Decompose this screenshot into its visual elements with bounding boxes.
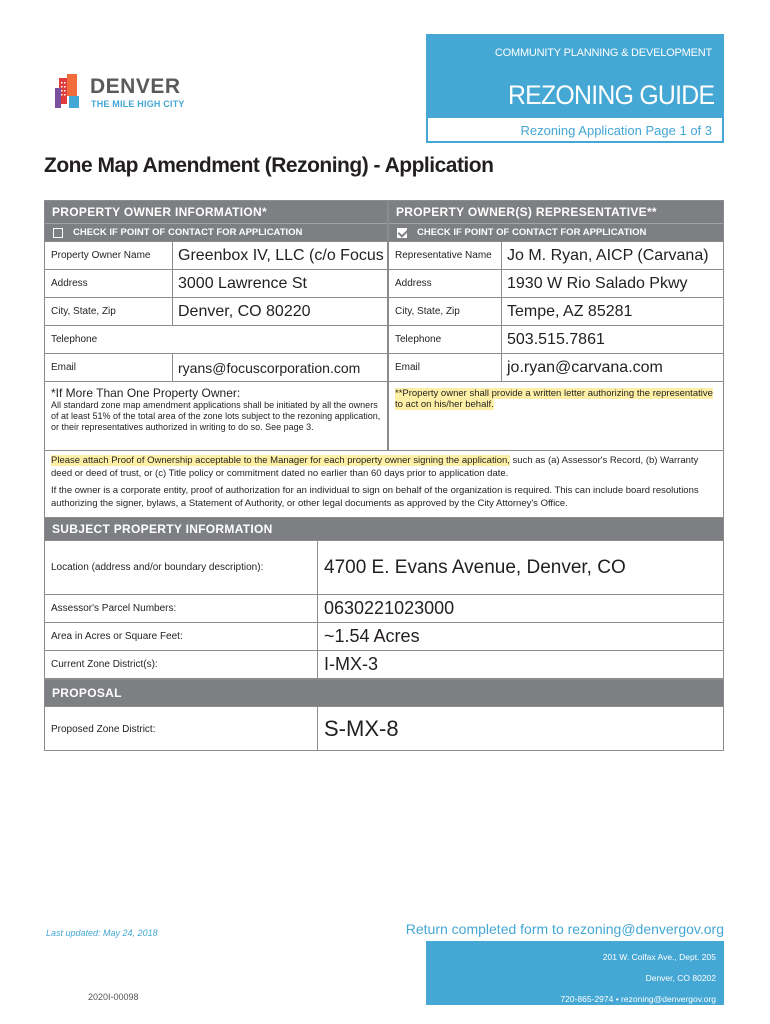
- owner-field-label: Telephone: [51, 334, 98, 345]
- subject-field-label: Location (address and/or boundary description):: [45, 541, 318, 594]
- proposal-row: [45, 706, 723, 751]
- document-code: 2020I-00098: [88, 992, 139, 1002]
- subject-property-panel: [44, 517, 724, 679]
- guide-title: REZONING GUIDE: [507, 80, 714, 110]
- owner-email-field[interactable]: ryans@focuscorporation.com: [178, 359, 361, 376]
- logo-tagline: THE MILE HIGH CITY: [91, 99, 185, 109]
- return-instructions: Return completed form to rezoning@denvergov.org: [405, 921, 724, 937]
- subject-row: [45, 540, 723, 594]
- logo-wordmark: DENVER: [90, 75, 181, 98]
- representative-field-label: Email: [389, 354, 502, 381]
- subject-heading: SUBJECT PROPERTY INFORMATION: [45, 518, 723, 540]
- representative-row: [389, 269, 723, 297]
- owner-row: [45, 353, 387, 381]
- representative-telephone-field[interactable]: 503.515.7861: [507, 330, 605, 348]
- denver-logo: [53, 74, 193, 114]
- subject-field-label: Assessor's Parcel Numbers:: [45, 595, 318, 622]
- owner-note-body: All standard zone map amendment applications shall be initiated by all the owners of at least 51% of the total area of the zone lots subject to the rezoning application, or their representatives authorized in writing to do so. See page 3.: [51, 400, 381, 432]
- owner-field-label: Property Owner Name: [45, 242, 173, 269]
- owner-field-label: City, State, Zip: [45, 298, 173, 325]
- footer-contact-box: [426, 941, 724, 1005]
- owner-field-label: Address: [45, 270, 173, 297]
- representative-note: [389, 381, 723, 416]
- proposal-heading: PROPOSAL: [45, 680, 723, 706]
- owner-heading: PROPERTY OWNER INFORMATION*: [45, 201, 387, 223]
- subject-row: [45, 594, 723, 622]
- footer-address-line2: Denver, CO 80202: [645, 973, 716, 983]
- owner-row: [45, 241, 387, 269]
- representative-contact-label: CHECK IF POINT OF CONTACT FOR APPLICATION: [417, 226, 647, 238]
- denver-logo-mark-icon: [53, 74, 83, 110]
- representative-field-label: Address: [389, 270, 502, 297]
- owner-name-field[interactable]: Greenbox IV, LLC (c/o Focus: [178, 246, 384, 264]
- corporate-note: If the owner is a corporate entity, proof of authorization for an individual to sign on behalf of the organization is required. This can include board resolutions authorizing the signer, bylaws, a Statement of Authority, or other legal documents as approved by the City Attorney's Office.: [51, 485, 699, 509]
- representative-row: [389, 241, 723, 269]
- subject-row: [45, 622, 723, 650]
- current-zone-field[interactable]: I-MX-3: [324, 654, 378, 674]
- subject-field-label: Area in Acres or Square Feet:: [45, 623, 318, 650]
- owner-note-title: *If More Than One Property Owner:: [51, 386, 241, 400]
- proof-highlight: Please attach Proof of Ownership acceptable to the Manager for each property owner signing the application,: [51, 455, 510, 466]
- representative-row: [389, 325, 723, 353]
- proof-rest: such as (a) Assessor's Record, (b) Warranty deed or deed of trust, or (c) Title policy or commitment dated no earlier than 60 days prior to application date.: [51, 455, 699, 479]
- footer-address-line1: 201 W. Colfax Ave., Dept. 205: [602, 952, 716, 962]
- owner-row: [45, 325, 387, 353]
- representative-city-field[interactable]: Tempe, AZ 85281: [507, 302, 633, 320]
- footer-contact-line: 720-865-2974 • rezoning@denvergov.org: [560, 994, 716, 1004]
- subject-field-label: Current Zone District(s):: [45, 651, 318, 678]
- owner-address-field[interactable]: 3000 Lawrence St: [178, 274, 307, 292]
- header-banner: [428, 36, 722, 118]
- department-name: COMMUNITY PLANNING & DEVELOPMENT: [494, 47, 712, 59]
- representative-note-text: **Property owner shall provide a written letter authorizing the representative to act on his/her behalf.: [395, 388, 713, 410]
- proposal-panel: [44, 679, 724, 751]
- header-box: [426, 34, 724, 143]
- representative-email-field[interactable]: jo.ryan@carvana.com: [507, 358, 663, 376]
- location-field[interactable]: 4700 E. Evans Avenue, Denver, CO: [324, 556, 626, 578]
- owner-contact-checkbox[interactable]: [53, 228, 63, 238]
- representative-contact-row: [389, 223, 723, 241]
- owner-city-field[interactable]: Denver, CO 80220: [178, 302, 311, 320]
- last-updated: Last updated: May 24, 2018: [46, 928, 158, 938]
- representative-row: [389, 297, 723, 325]
- representative-field-label: Telephone: [389, 326, 502, 353]
- representative-row: [389, 353, 723, 381]
- representative-field-label: Representative Name: [389, 242, 502, 269]
- owner-panel: [44, 200, 388, 451]
- owner-row: [45, 269, 387, 297]
- area-field[interactable]: ~1.54 Acres: [324, 626, 420, 646]
- representative-heading: PROPERTY OWNER(S) REPRESENTATIVE**: [389, 201, 723, 223]
- owner-row: [45, 297, 387, 325]
- owner-field-label: Email: [45, 354, 173, 381]
- owner-telephone-field[interactable]: [173, 326, 178, 353]
- representative-name-field[interactable]: Jo M. Ryan, AICP (Carvana): [507, 246, 709, 264]
- owner-note: [45, 381, 387, 439]
- representative-contact-checkbox[interactable]: [397, 228, 407, 238]
- page-title: Zone Map Amendment (Rezoning) - Application: [44, 154, 494, 177]
- representative-field-label: City, State, Zip: [389, 298, 502, 325]
- representative-panel: [388, 200, 724, 451]
- proposed-zone-field[interactable]: S-MX-8: [324, 716, 399, 741]
- owner-contact-label: CHECK IF POINT OF CONTACT FOR APPLICATION: [73, 226, 303, 238]
- proposal-field-label: Proposed Zone District:: [45, 707, 318, 751]
- parcel-number-field[interactable]: 0630221023000: [324, 598, 455, 618]
- subject-row: [45, 650, 723, 678]
- proof-of-ownership-note: [44, 451, 724, 517]
- representative-address-field[interactable]: 1930 W Rio Salado Pkwy: [507, 274, 688, 292]
- owner-contact-row: [45, 223, 387, 241]
- page-indicator: Rezoning Application Page 1 of 3: [520, 123, 712, 138]
